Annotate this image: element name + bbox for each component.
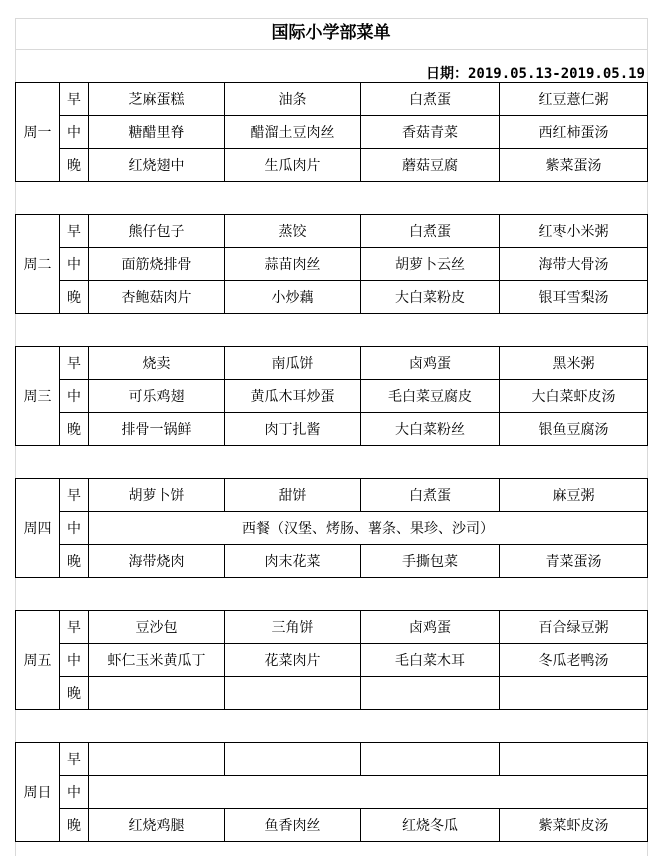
table-row (16, 248, 648, 281)
dish-cell: 红枣小米粥 (500, 215, 648, 248)
meal-label: 中 (60, 644, 89, 677)
dish-cell: 三角饼 (225, 611, 361, 644)
dish-cell: 白煮蛋 (361, 83, 500, 116)
dish-cell-merged: 西餐（汉堡、烤肠、薯条、果珍、沙司） (89, 512, 648, 545)
dish-cell: 小炒藕 (225, 281, 361, 314)
dish-cell: 熊仔包子 (89, 215, 225, 248)
dish-cell: 大白菜粉丝 (361, 413, 500, 446)
gridline (15, 49, 647, 50)
meal-label: 晚 (60, 545, 89, 578)
dish-cell: 蒜苗肉丝 (225, 248, 361, 281)
day-table (15, 214, 648, 314)
table-row (16, 776, 648, 809)
dish-cell: 烧卖 (89, 347, 225, 380)
day-table (15, 742, 648, 842)
meal-label: 中 (60, 380, 89, 413)
table-row (16, 611, 648, 644)
meal-label: 早 (60, 347, 89, 380)
dish-cell (361, 677, 500, 710)
dish-cell: 肉末花菜 (225, 545, 361, 578)
dish-cell (225, 677, 361, 710)
dish-cell: 可乐鸡翅 (89, 380, 225, 413)
dish-cell: 糖醋里脊 (89, 116, 225, 149)
table-row (16, 380, 648, 413)
table-row (16, 149, 648, 182)
dish-cell: 胡萝卜饼 (89, 479, 225, 512)
day-label: 周三 (16, 347, 60, 446)
day-table (15, 346, 648, 446)
table-row (16, 644, 648, 677)
dish-cell: 紫菜虾皮汤 (500, 809, 648, 842)
dish-cell: 卤鸡蛋 (361, 611, 500, 644)
dish-cell: 红烧冬瓜 (361, 809, 500, 842)
dish-cell: 卤鸡蛋 (361, 347, 500, 380)
table-row (16, 545, 648, 578)
dish-cell: 肉丁扎酱 (225, 413, 361, 446)
table-row (16, 809, 648, 842)
meal-label: 晚 (60, 809, 89, 842)
dish-cell: 香菇青菜 (361, 116, 500, 149)
dish-cell: 青菜蛋汤 (500, 545, 648, 578)
meal-label: 晚 (60, 413, 89, 446)
meal-label: 早 (60, 743, 89, 776)
dish-cell-merged (89, 776, 648, 809)
date-range: 日期：2019.05.13-2019.05.19 (425, 66, 645, 82)
dish-cell: 杏鲍菇肉片 (89, 281, 225, 314)
dish-cell: 甜饼 (225, 479, 361, 512)
dish-cell (225, 743, 361, 776)
dish-cell (89, 743, 225, 776)
dish-cell (500, 743, 648, 776)
dish-cell: 海带烧肉 (89, 545, 225, 578)
table-row (16, 413, 648, 446)
dish-cell: 排骨一锅鲜 (89, 413, 225, 446)
dish-cell: 醋溜土豆肉丝 (225, 116, 361, 149)
dish-cell: 黄瓜木耳炒蛋 (225, 380, 361, 413)
dish-cell: 面筋烧排骨 (89, 248, 225, 281)
dish-cell: 红烧翅中 (89, 149, 225, 182)
table-row (16, 743, 648, 776)
day-label: 周五 (16, 611, 60, 710)
day-label: 周日 (16, 743, 60, 842)
dish-cell: 白煮蛋 (361, 479, 500, 512)
meal-label: 中 (60, 248, 89, 281)
day-label: 周二 (16, 215, 60, 314)
meal-label: 早 (60, 611, 89, 644)
dish-cell: 百合绿豆粥 (500, 611, 648, 644)
dish-cell: 红豆薏仁粥 (500, 83, 648, 116)
table-row (16, 347, 648, 380)
dish-cell: 海带大骨汤 (500, 248, 648, 281)
meal-label: 晚 (60, 149, 89, 182)
day-label: 周一 (16, 83, 60, 182)
dish-cell: 蒸饺 (225, 215, 361, 248)
dish-cell: 豆沙包 (89, 611, 225, 644)
dish-cell: 红烧鸡腿 (89, 809, 225, 842)
dish-cell: 银耳雪梨汤 (500, 281, 648, 314)
day-label: 周四 (16, 479, 60, 578)
dish-cell: 生瓜肉片 (225, 149, 361, 182)
meal-label: 中 (60, 776, 89, 809)
dish-cell: 油条 (225, 83, 361, 116)
dish-cell (361, 743, 500, 776)
meal-label: 早 (60, 479, 89, 512)
dish-cell: 胡萝卜云丝 (361, 248, 500, 281)
dish-cell: 南瓜饼 (225, 347, 361, 380)
dish-cell: 花菜肉片 (225, 644, 361, 677)
table-row (16, 215, 648, 248)
dish-cell: 大白菜虾皮汤 (500, 380, 648, 413)
table-row (16, 512, 648, 545)
day-table (15, 610, 648, 710)
dish-cell (89, 677, 225, 710)
dish-cell: 手撕包菜 (361, 545, 500, 578)
table-row (16, 116, 648, 149)
dish-cell: 虾仁玉米黄瓜丁 (89, 644, 225, 677)
dish-cell: 银鱼豆腐汤 (500, 413, 648, 446)
dish-cell: 芝麻蛋糕 (89, 83, 225, 116)
meal-label: 晚 (60, 677, 89, 710)
dish-cell: 白煮蛋 (361, 215, 500, 248)
dish-cell: 西红柿蛋汤 (500, 116, 648, 149)
dish-cell: 毛白菜豆腐皮 (361, 380, 500, 413)
dish-cell: 黑米粥 (500, 347, 648, 380)
dish-cell: 大白菜粉皮 (361, 281, 500, 314)
meal-label: 中 (60, 512, 89, 545)
meal-label: 早 (60, 83, 89, 116)
meal-label: 早 (60, 215, 89, 248)
table-row (16, 281, 648, 314)
table-row (16, 479, 648, 512)
table-row (16, 677, 648, 710)
table-row (16, 83, 648, 116)
dish-cell: 毛白菜木耳 (361, 644, 500, 677)
page-title: 国际小学部菜单 (271, 23, 391, 43)
dish-cell: 鱼香肉丝 (225, 809, 361, 842)
dish-cell: 冬瓜老鸭汤 (500, 644, 648, 677)
dish-cell: 麻豆粥 (500, 479, 648, 512)
dish-cell: 紫菜蛋汤 (500, 149, 648, 182)
dish-cell (500, 677, 648, 710)
meal-label: 中 (60, 116, 89, 149)
meal-label: 晚 (60, 281, 89, 314)
day-table (15, 82, 648, 182)
day-table (15, 478, 648, 578)
dish-cell: 蘑菇豆腐 (361, 149, 500, 182)
